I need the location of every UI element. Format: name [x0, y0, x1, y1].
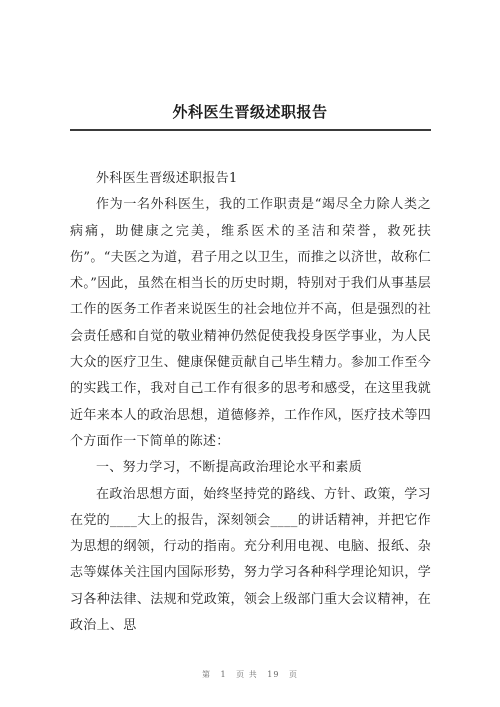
footer-middle: 页 共 [236, 670, 258, 679]
subsection-heading: 一、努力学习，不断提高政治理论水平和素质 [96, 460, 363, 476]
body-paragraph: 在政治思想方面，始终坚持党的路线、方针、政策，学习在党的____大上的报告，深刻领会____的讲话精神，并把它作为思想的纲领，行动的指南。充分利用电视、电脑、报纸、杂志等媒体关注国内国际形势，努力学习各种科学理论知识，学习各种法律、法规和党政策，领会上级部门重大会议精神，在政治上、思 [70, 486, 431, 634]
footer-prefix: 第 [201, 670, 211, 679]
footer-total-pages: 19 [267, 670, 280, 679]
footer-page-number: 1 [220, 670, 227, 679]
document-title: 外科医生晋级述职报告 [172, 103, 328, 121]
document-body [70, 166, 431, 639]
section-heading: 外科医生晋级述职报告1 [96, 171, 238, 186]
body-paragraph: 作为一名外科医生，我的工作职责是“竭尽全力除人类之病痛，助健康之完美，维系医术的圣洁和荣誉，救死扶伤”。“夫医之为道，君子用之以卫生，而推之以济世，故称仁术。”因此，虽然在相当长的历史时期，特别对于我们从事基层工作的医务工作者来说医生的社会地位并不高，但是强烈的社会责任感和自觉的敬业精神仍然促使我投身医学事业，为人民大众的医疗卫生、健康保健贡献自己毕生精力。参加工作至今的实践工作，我对自己工作有很多的思考和感受，在这里我就近年来本人的政治思想，道德修养，工作作风，医疗技术等四个方面作一下简单的陈述： [70, 197, 431, 449]
title-divider [70, 129, 431, 131]
footer-suffix: 页 [289, 670, 298, 679]
page-footer [0, 669, 500, 680]
